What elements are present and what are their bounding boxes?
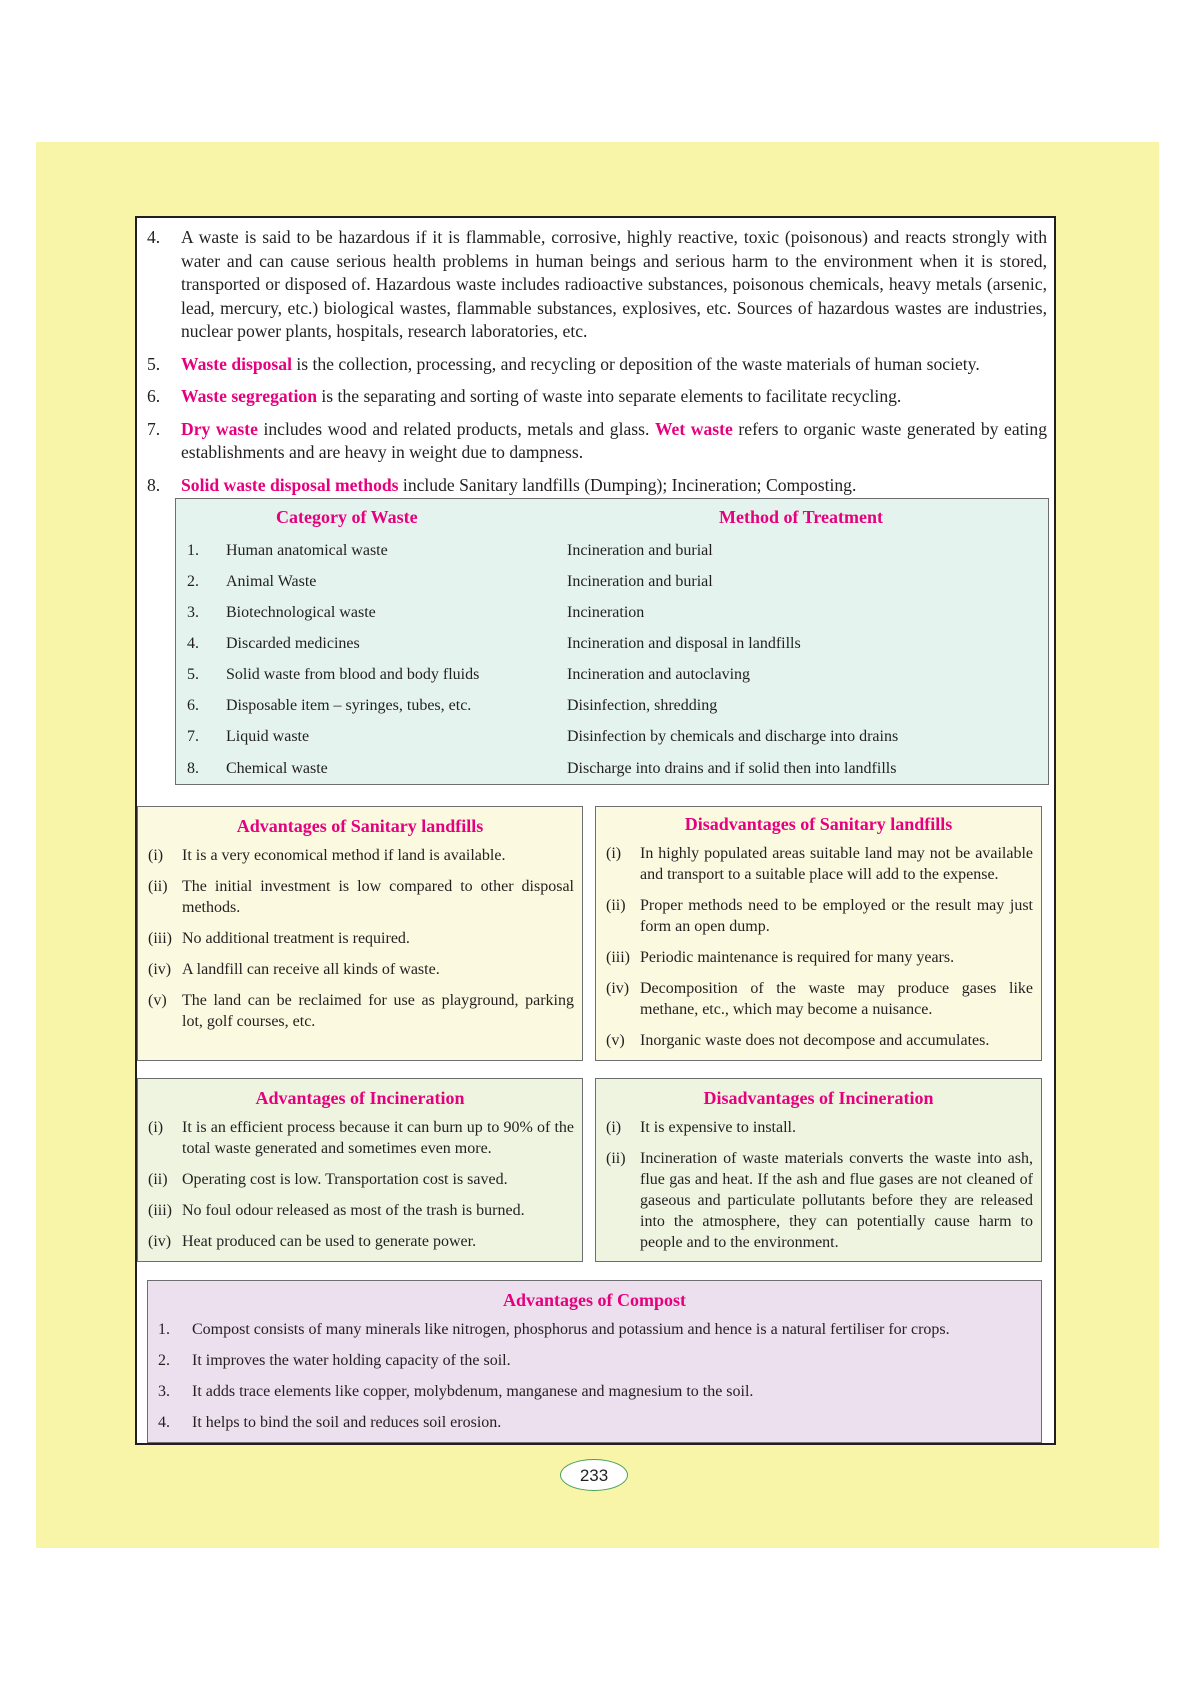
- item-marker: (iii): [148, 930, 172, 947]
- item-marker: 3.: [158, 1383, 170, 1400]
- item-marker: (v): [606, 1032, 625, 1049]
- list-item: [148, 1231, 574, 1252]
- item-marker: (v): [148, 992, 167, 1009]
- page-number: 233: [560, 1459, 628, 1491]
- row-number: 3.: [187, 604, 199, 621]
- column-header-method: Method of Treatment: [719, 507, 883, 527]
- row-number: 6.: [187, 697, 199, 714]
- row-number: 5.: [187, 666, 199, 683]
- list-item: [158, 1350, 1033, 1371]
- item-text-2: refers to organic waste generated by eating establishments and are heavy in weight due to dampness.: [181, 418, 1047, 462]
- item-number: 7.: [147, 418, 161, 439]
- item-text: includes wood and related products, metals and glass.: [257, 418, 655, 439]
- item-text: No foul odour released as most of the trash is burned.: [182, 1202, 525, 1219]
- column-header-category: Category of Waste: [276, 507, 418, 527]
- list-item: [148, 1200, 574, 1221]
- list-item-8: [147, 474, 1047, 498]
- row-number: 7.: [187, 728, 199, 745]
- item-text: Operating cost is low. Transportation cost is saved.: [182, 1171, 508, 1188]
- item-marker: (iii): [606, 949, 630, 966]
- box-title: Disadvantages of Sanitary landfills: [684, 814, 953, 834]
- list-item: [606, 1148, 1033, 1253]
- row-number: 8.: [187, 760, 199, 777]
- item-text: In highly populated areas suitable land may not be available and transport to a suitable place will add to the expense.: [640, 845, 1033, 883]
- list-item: [606, 843, 1033, 885]
- list-item: [606, 895, 1033, 937]
- list-item-5: [147, 353, 1047, 377]
- treatment-method: Discharge into drains and if solid then into landfills: [567, 760, 897, 777]
- row-number: 1.: [187, 542, 199, 559]
- item-text: It is an efficient process because it can burn up to 90% of the total waste generated and sometimes even more.: [182, 1119, 574, 1157]
- disadvantages-incineration-box: [595, 1078, 1042, 1262]
- term-waste-disposal: Waste disposal: [181, 353, 292, 374]
- advantages-incineration-box: [137, 1078, 583, 1262]
- item-marker: (ii): [148, 1171, 168, 1188]
- treatment-method: Incineration and disposal in landfills: [567, 635, 801, 652]
- list-item: [148, 1169, 574, 1190]
- waste-category: Solid waste from blood and body fluids: [226, 666, 480, 683]
- item-text: It improves the water holding capacity of the soil.: [192, 1352, 511, 1369]
- table-row: [176, 634, 1048, 665]
- item-text: It is expensive to install.: [640, 1119, 796, 1136]
- item-text: The initial investment is low compared to other disposal methods.: [182, 878, 574, 916]
- list-item: [148, 928, 574, 949]
- item-text: Decomposition of the waste may produce gases like methane, etc., which may become a nuisance.: [640, 980, 1033, 1018]
- box-title: Advantages of Incineration: [255, 1088, 465, 1108]
- list-item: [148, 876, 574, 918]
- box-title: Advantages of Sanitary landfills: [236, 816, 484, 836]
- table-row: [176, 572, 1048, 603]
- table-row: [176, 603, 1048, 634]
- item-text: is the separating and sorting of waste into separate elements to facilitate recycling.: [317, 386, 902, 406]
- table-row: [176, 665, 1048, 696]
- item-text: Incineration of waste materials converts the waste into ash, flue gas and heat. If the ash and flue gases are not cleaned of gaseous and particulate pollutants before they are released into the atmosphere, they can potentially cause harm to people and to the environment.: [640, 1150, 1033, 1251]
- item-marker: (iv): [148, 1233, 172, 1250]
- item-text: Compost consists of many minerals like nitrogen, phosphorus and potassium and hence is a natural fertiliser for crops.: [192, 1321, 950, 1338]
- waste-category: Liquid waste: [226, 728, 310, 745]
- treatment-method: Disinfection by chemicals and discharge into drains: [567, 728, 899, 745]
- item-number: 6.: [147, 386, 161, 406]
- item-text: The land can be reclaimed for use as playground, parking lot, golf courses, etc.: [182, 992, 574, 1030]
- item-text: Inorganic waste does not decompose and accumulates.: [640, 1032, 990, 1049]
- waste-category: Animal Waste: [226, 573, 317, 590]
- list-item-4: [147, 226, 1047, 344]
- box-title: Advantages of Compost: [502, 1290, 686, 1310]
- item-marker: (i): [148, 1119, 164, 1136]
- item-text: It is a very economical method if land is available.: [182, 847, 506, 864]
- list-item: [158, 1381, 1033, 1402]
- term-wet-waste: Wet waste: [654, 418, 733, 439]
- list-item: [148, 990, 574, 1032]
- list-item: [148, 845, 574, 866]
- treatment-table: [175, 498, 1049, 785]
- row-number: 4.: [187, 635, 199, 652]
- list-item-7: [147, 418, 1047, 465]
- term-waste-segregation: Waste segregation: [181, 386, 318, 406]
- term-solid-waste-disposal: Solid waste disposal methods: [181, 474, 399, 495]
- item-marker: (i): [148, 847, 164, 864]
- list-item: [158, 1412, 1033, 1433]
- waste-category: Disposable item – syringes, tubes, etc.: [226, 697, 472, 714]
- item-marker: (ii): [606, 1150, 626, 1167]
- treatment-method: Disinfection, shredding: [567, 697, 718, 714]
- item-text: Periodic maintenance is required for many years.: [640, 949, 955, 966]
- table-row: [176, 759, 1048, 790]
- term-dry-waste: Dry waste: [181, 418, 258, 439]
- table-row: [176, 541, 1048, 572]
- waste-category: Human anatomical waste: [226, 542, 388, 559]
- table-row: [176, 727, 1048, 758]
- list-item: [606, 1117, 1033, 1138]
- content-frame: [135, 216, 1056, 1445]
- item-number: 8.: [147, 474, 161, 495]
- item-text: A landfill can receive all kinds of waste.: [182, 961, 440, 978]
- list-item: [158, 1319, 1033, 1340]
- disadvantages-landfill-box: [595, 806, 1042, 1061]
- list-item: [606, 978, 1033, 1020]
- item-marker: (iv): [606, 980, 630, 997]
- item-marker: (ii): [148, 878, 168, 895]
- table-row: [176, 696, 1048, 727]
- treatment-method: Incineration and burial: [567, 542, 713, 559]
- list-item: [606, 947, 1033, 968]
- waste-category: Chemical waste: [226, 760, 328, 777]
- item-marker: (ii): [606, 897, 626, 914]
- list-item: [148, 1117, 574, 1159]
- item-marker: (iii): [148, 1202, 172, 1219]
- item-marker: (iv): [148, 961, 172, 978]
- item-text: Proper methods need to be employed or the result may just form an open dump.: [640, 897, 1033, 935]
- waste-category: Discarded medicines: [226, 635, 360, 652]
- item-number: 4.: [147, 227, 161, 247]
- item-number: 5.: [147, 353, 161, 374]
- item-marker: (i): [606, 845, 622, 862]
- list-item: [148, 959, 574, 980]
- item-text: It adds trace elements like copper, molybdenum, manganese and magnesium to the soil.: [192, 1383, 754, 1400]
- numbered-list: [147, 226, 1047, 506]
- item-marker: 2.: [158, 1352, 170, 1369]
- item-text: include Sanitary landfills (Dumping); Incineration; Composting.: [398, 474, 857, 495]
- item-marker: (i): [606, 1119, 622, 1136]
- item-text: Heat produced can be used to generate power.: [182, 1233, 477, 1250]
- list-item: [606, 1030, 1033, 1051]
- item-text: It helps to bind the soil and reduces soil erosion.: [192, 1414, 502, 1431]
- advantages-compost-box: [147, 1280, 1042, 1443]
- treatment-method: Incineration and autoclaving: [567, 666, 751, 683]
- row-number: 2.: [187, 573, 199, 590]
- item-text: is the collection, processing, and recycling or deposition of the waste materials of human society.: [291, 353, 980, 374]
- item-text: No additional treatment is required.: [182, 930, 410, 947]
- list-item-6: [147, 385, 1047, 409]
- box-title: Disadvantages of Incineration: [703, 1088, 934, 1108]
- item-marker: 1.: [158, 1321, 170, 1338]
- item-text: A waste is said to be hazardous if it is flammable, corrosive, highly reactive, toxic (poisonous) and reacts strongly with water and can cause serious health problems in human beings and serious harm to the environment when it is stored, transported or disposed of. Hazardous waste includes radioactive substances, poisonous chemicals, heavy metals (arsenic, lead, mercury, etc.) biological wastes, flammable substances, explosives, etc. Sources of hazardous wastes are industries, nuclear power plants, hospitals, research laboratories, etc.: [181, 227, 1047, 341]
- waste-category: Biotechnological waste: [226, 604, 376, 621]
- item-marker: 4.: [158, 1414, 170, 1431]
- advantages-landfill-box: [137, 806, 583, 1061]
- treatment-method: Incineration and burial: [567, 573, 713, 590]
- treatment-method: Incineration: [567, 604, 645, 621]
